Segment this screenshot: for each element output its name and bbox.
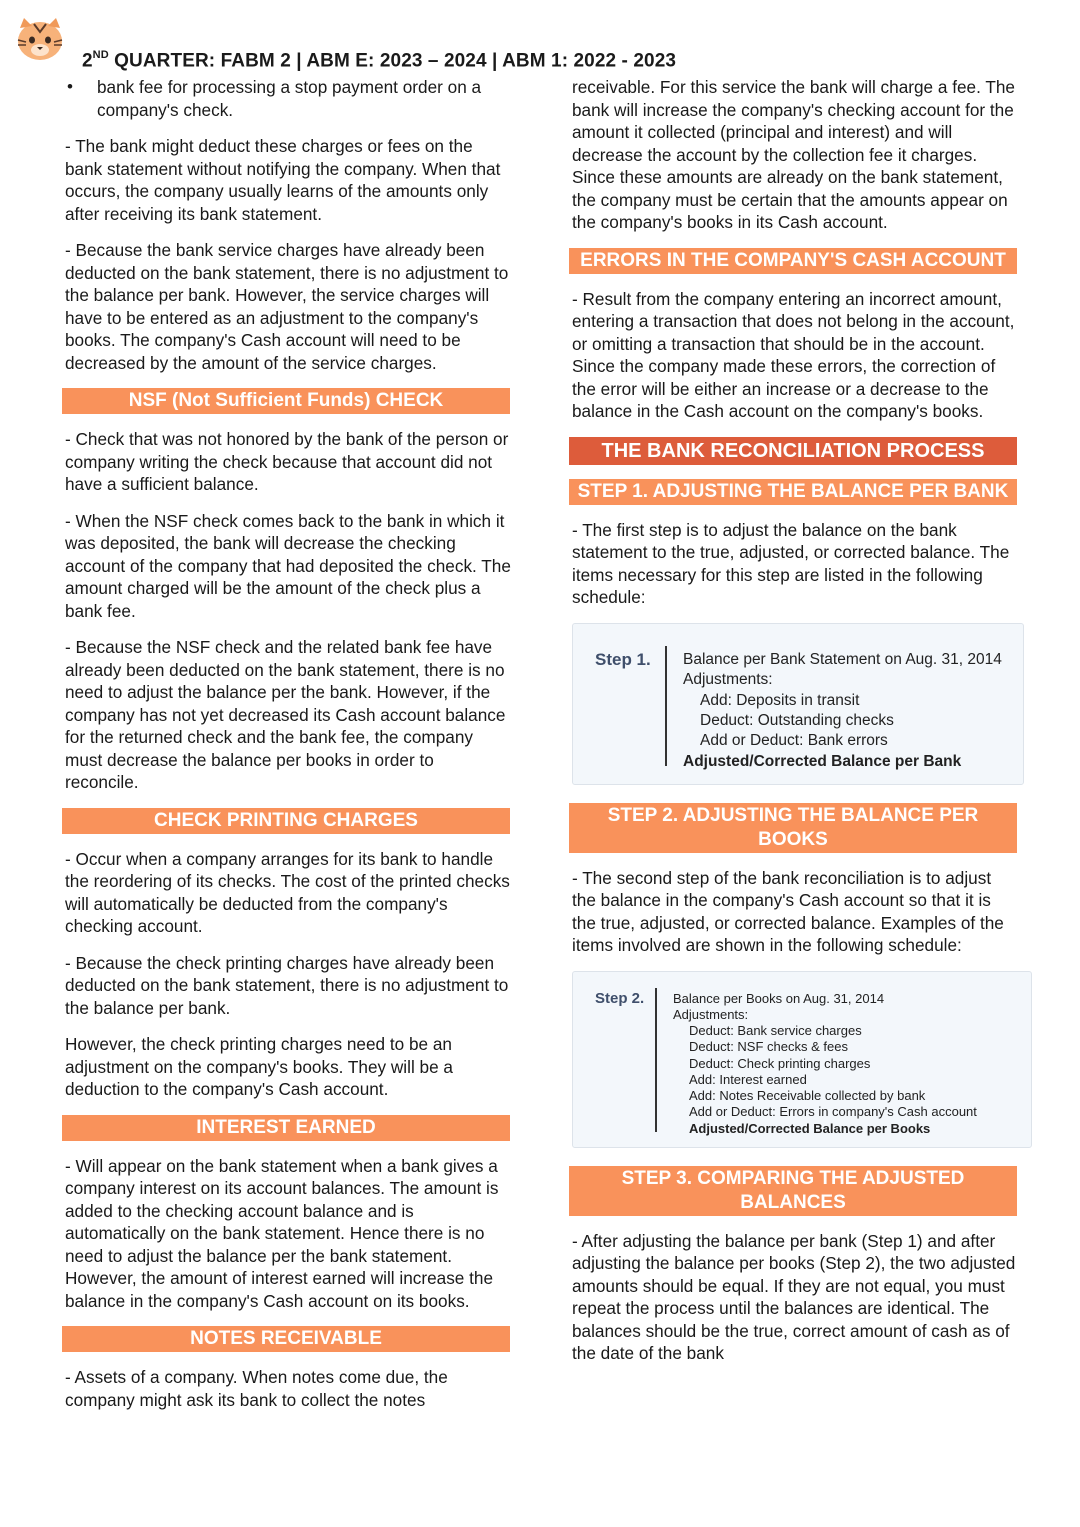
header-quarter-num: 2 <box>82 50 93 72</box>
check-printing-paragraph-3: However, the check printing charges need to be an adjustment on the company's books. They will be a deduction to the company's Cash account. <box>65 1034 453 1099</box>
nsf-paragraph-1: - Check that was not honored by the bank of the person or company writing the check because that account did not have a sufficient balance. <box>65 429 509 494</box>
reconciliation-process-heading: THE BANK RECONCILIATION PROCESS <box>569 437 1017 465</box>
step2-line: Add: Interest earned <box>689 1071 807 1087</box>
schedule-divider <box>665 646 667 766</box>
step2-line: Deduct: NSF checks & fees <box>689 1038 848 1054</box>
step2-line: Add: Notes Receivable collected by bank <box>689 1087 926 1103</box>
step3-heading: STEP 3. COMPARING THE ADJUSTED BALANCES <box>569 1166 1017 1216</box>
step2-schedule-label: Step 2. <box>595 989 645 1007</box>
step1-schedule <box>572 623 1024 785</box>
notes-receivable-continued: receivable. For this service the bank will charge a fee. The bank will increase the company's checking account for the amount it collected (principal and interest) and will decrease the account by the collection fee it charges. Since these amounts are already on the bank statement, the company must be certain that the amounts appear on the company's books in its Cash account. <box>572 77 1015 232</box>
errors-heading: ERRORS IN THE COMPANY'S CASH ACCOUNT <box>569 248 1017 274</box>
bullet-item <box>65 76 511 121</box>
step3-paragraph: - After adjusting the balance per bank (Step 1) and after adjusting the balance per books (Step 2), the two adjusted amounts should be equal. If they are not equal, you must repeat the process until the balances are identical. The balances should be the true, correct amount of cash as of the date of the bank <box>572 1230 1016 1363</box>
right-column <box>572 76 1018 1379</box>
service-charges-paragraph-2: - Because the bank service charges have already been deducted on the bank statement, there is no adjustment to the balance per bank. However, the service charges will have to be entered as an adjustment to the company's books. The company's Cash account will need to be decreased by the amount of the service charges. <box>65 240 509 373</box>
service-charges-paragraph-1: - The bank might deduct these charges or fees on the bank statement without notifying the company. When that occurs, the company usually learns of the amounts only after receiving its bank statement. <box>65 136 501 224</box>
left-column <box>65 76 511 1425</box>
step2-line: Adjustments: <box>673 1006 749 1022</box>
interest-earned-paragraph: - Will appear on the bank statement when a bank gives a company interest on its account balances. The amount is added to the checking account balance and is automatically on the bank statement. Hence there is no need to adjust the balance per the bank statement. However, the amount of interest earned will increase the balance in the company's Cash account on its books. <box>65 1155 499 1311</box>
nsf-paragraph-2: - When the NSF check comes back to the bank in which it was deposited, the bank will decrease the checking account of the company that had deposited the check. The amount charged will be the amount of the check plus a bank fee. <box>65 510 511 621</box>
check-printing-paragraph-1: - Occur when a company arranges for its bank to handle the reordering of its checks. The cost of the printed checks will automatically be deducted from the company's checking account. <box>65 848 510 936</box>
page-header <box>82 50 676 72</box>
step2-line-total: Adjusted/Corrected Balance per Books <box>689 1120 931 1136</box>
step2-schedule <box>572 971 1032 1148</box>
step1-heading: STEP 1. ADJUSTING THE BALANCE PER BANK <box>569 479 1017 505</box>
notes-receivable-paragraph: - Assets of a company. When notes come due, the company might ask its bank to collect the notes <box>65 1367 448 1410</box>
step1-line: Deduct: Outstanding checks <box>700 711 894 729</box>
step1-line: Add: Deposits in transit <box>700 691 860 709</box>
nsf-heading: NSF (Not Sufficient Funds) CHECK <box>62 388 510 414</box>
check-printing-heading: CHECK PRINTING CHARGES <box>62 808 510 834</box>
check-printing-paragraph-2: - Because the check printing charges have already been deducted on the bank statement, there is no adjustment to the balance per bank. <box>65 952 509 1018</box>
step2-heading: STEP 2. ADJUSTING THE BALANCE PER BOOKS <box>569 803 1017 853</box>
nsf-paragraph-3: - Because the NSF check and the related bank fee have already been deducted on the bank statement, there is no need to adjust the balance per the bank. However, if the company has not yet decreased its Cash account balance for the returned check and the bank fee, the company must decrease the balance per books in order to reconcile. <box>65 637 506 792</box>
header-title: QUARTER: FABM 2 | ABM E: 2023 – 2024 | ABM 1: 2022 - 2023 <box>108 50 677 72</box>
bullet-dot-icon: • <box>67 77 73 96</box>
step2-line: Deduct: Check printing charges <box>689 1055 871 1071</box>
step2-paragraph: - The second step of the bank reconciliation is to adjust the balance in the company's Cash account so that it is the true, adjusted, or corrected balance. Examples of the items involved are shown in the following schedule: <box>572 867 1004 955</box>
tiger-logo-icon <box>14 14 66 62</box>
bullet-text: bank fee for processing a stop payment order on a company's check. <box>97 77 482 120</box>
header-superscript: ND <box>92 49 109 61</box>
step2-line: Deduct: Bank service charges <box>689 1022 862 1038</box>
notes-receivable-heading: NOTES RECEIVABLE <box>62 1326 510 1352</box>
schedule-divider <box>655 988 657 1132</box>
step1-schedule-label: Step 1. <box>595 649 651 669</box>
step1-line: Adjustments: <box>683 670 773 688</box>
interest-earned-heading: INTEREST EARNED <box>62 1115 510 1141</box>
step2-line: Add or Deduct: Errors in company's Cash account <box>689 1103 977 1119</box>
step1-line-total: Adjusted/Corrected Balance per Bank <box>683 752 962 770</box>
step2-line: Balance per Books on Aug. 31, 2014 <box>673 990 885 1006</box>
step1-paragraph: - The first step is to adjust the balance on the bank statement to the true, adjusted, or corrected balance. The items necessary for this step are listed in the following schedule: <box>572 519 1010 607</box>
step1-line: Add or Deduct: Bank errors <box>700 731 888 749</box>
step1-line: Balance per Bank Statement on Aug. 31, 2014 <box>683 650 1002 668</box>
errors-paragraph: - Result from the company entering an incorrect amount, entering a transaction that does not belong in the account, or omitting a transaction that should be in the account. Since the company made these errors, the correction of the error will be either an increase or a decrease to the balance in the Cash account on the company's books. <box>572 288 1015 421</box>
